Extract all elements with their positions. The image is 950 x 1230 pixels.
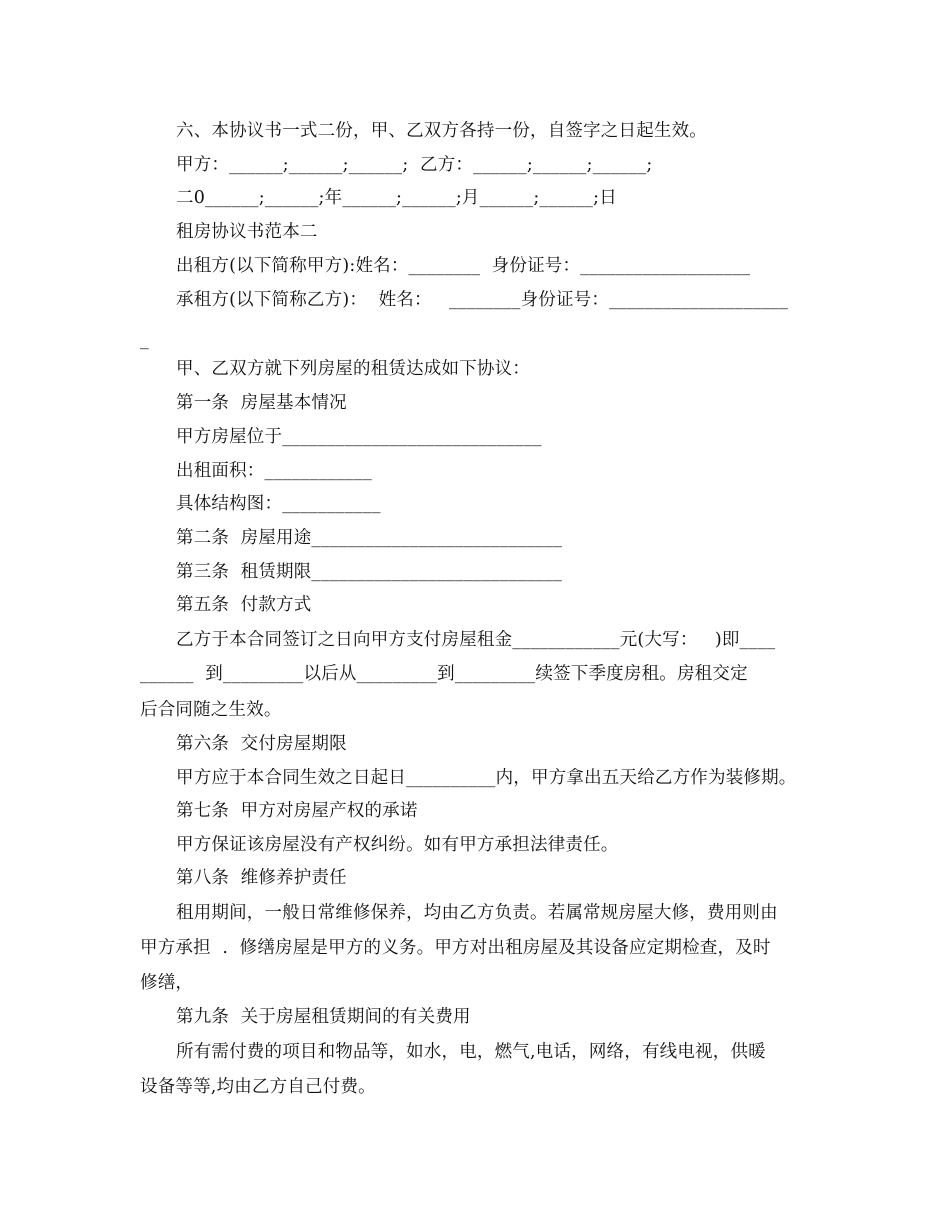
lessor-info-line: 出租方(以下简称甲方):姓名：________ 身份证号：___________________ [176, 256, 751, 276]
signature-date-line: 二0______;______;年______;______;月______;______;日 [176, 188, 617, 208]
agreement-intro: 甲、乙双方就下列房屋的租赁达成如下协议： [176, 359, 530, 379]
clause-six-effective: 六、本协议书一式二份，甲、乙双方各持一份，自签字之日起生效。 [176, 121, 707, 141]
maintenance-line-1: 租用期间，一般日常维修保养，均由乙方负责。若属常规房屋大修，费用则由 [176, 903, 778, 923]
article-six-heading: 第六条 交付房屋期限 [176, 734, 347, 754]
article-nine-heading: 第九条 关于房屋租赁期间的有关费用 [176, 1007, 471, 1027]
property-guarantee-line: 甲方保证该房屋没有产权纠纷。如有甲方承担法律责任。 [176, 835, 619, 855]
payment-line-1: 乙方于本合同签订之日向甲方支付房屋租金____________元(大写： )即____ [176, 630, 776, 650]
house-location-line: 甲方房屋位于_____________________________ [176, 427, 542, 447]
rental-area-line: 出租面积：____________ [176, 461, 372, 481]
maintenance-line-2: 甲方承担 . 修缮房屋是甲方的义务。甲方对出租房屋及其设备应定期检查，及时 [140, 938, 771, 958]
payment-line-3: 后合同随之生效。 [140, 700, 282, 720]
delivery-period-line: 甲方应于本合同生效之日起日__________内，甲方拿出五天给乙方作为装修期。 [176, 768, 797, 788]
lessee-info-overflow: _ [140, 330, 149, 350]
article-seven-heading: 第七条 甲方对房屋产权的承诺 [176, 801, 418, 821]
structure-diagram-line: 具体结构图：___________ [176, 494, 381, 514]
maintenance-line-3: 修缮， [140, 973, 194, 993]
article-eight-heading: 第八条 维修养护责任 [176, 868, 347, 888]
template-two-title: 租房协议书范本二 [176, 222, 318, 242]
lessee-info-line: 承租方(以下简称乙方)： 姓名： ________身份证号：____________________ [176, 290, 789, 310]
payment-line-2: ______ 到_________以后从_________到_________续签下季度房租。房租交定 [140, 664, 748, 684]
article-five-heading: 第五条 付款方式 [176, 595, 312, 615]
article-three-heading: 第三条 租赁期限____________________________ [176, 562, 563, 582]
article-two-heading: 第二条 房屋用途____________________________ [176, 528, 563, 548]
article-one-heading: 第一条 房屋基本情况 [176, 393, 347, 413]
fees-line-2: 设备等等,均由乙方自己付费。 [140, 1077, 376, 1097]
fees-line-1: 所有需付费的项目和物品等，如水，电，燃气,电话，网络，有线电视，供暖 [176, 1042, 766, 1062]
signature-parties-line: 甲方：______;______;______; 乙方：______;______;______; [176, 155, 653, 175]
